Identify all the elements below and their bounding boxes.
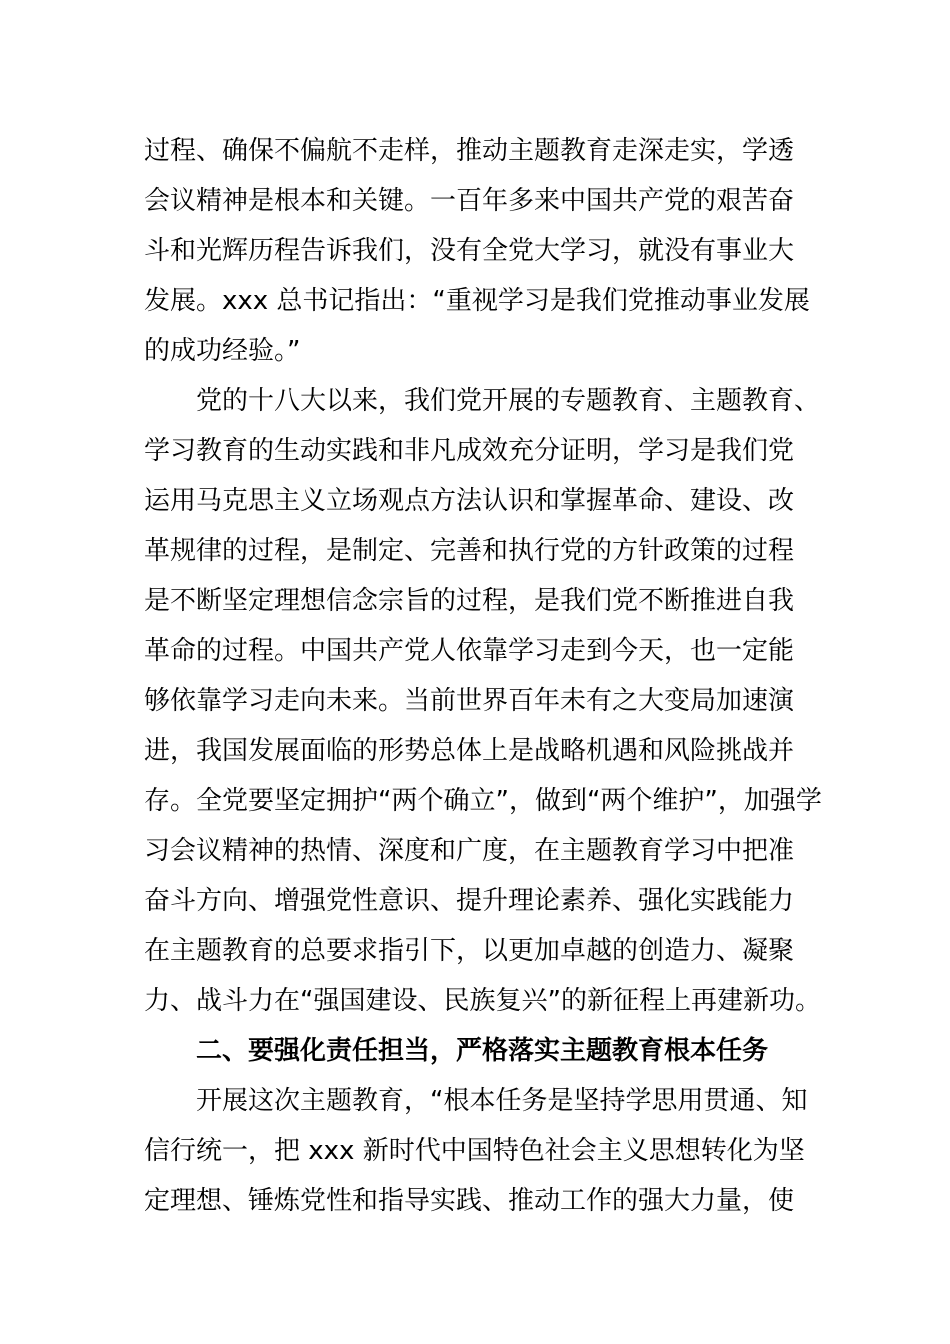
text-line: 力、战斗力在“强国建设、民族复兴”的新征程上再建新功。 [144, 986, 821, 1016]
text-line: 革命的过程。中国共产党人依靠学习走到今天，也一定能 [144, 636, 795, 666]
text-line: 习会议精神的热情、深度和广度，在主题教育学习中把准 [144, 836, 795, 866]
text-line: 党的十八大以来，我们党开展的专题教育、主题教育、 [196, 386, 821, 416]
text-line: 会议精神是根本和关键。一百年多来中国共产党的艰苦奋 [144, 186, 795, 216]
text-line: 存。全党要坚定拥护“两个确立”，做到“两个维护”，加强学 [144, 786, 822, 816]
text-line: 信行统一，把 xxx 新时代中国特色社会主义思想转化为坚 [144, 1136, 805, 1166]
text-line: 在主题教育的总要求指引下，以更加卓越的创造力、凝聚 [144, 936, 795, 966]
text-line: 学习教育的生动实践和非凡成效充分证明，学习是我们党 [144, 436, 795, 466]
paragraph-party-study [144, 376, 824, 1026]
text-line: 定理想、锤炼党性和指导实践、推动工作的强大力量，使 [144, 1186, 795, 1216]
text-line: 斗和光辉历程告诉我们，没有全党大学习，就没有事业大 [144, 236, 795, 266]
document-body [144, 126, 824, 1226]
text-line: 够依靠学习走向未来。当前世界百年未有之大变局加速演 [144, 686, 795, 716]
text-line: 奋斗方向、增强党性意识、提升理论素养、强化实践能力 [144, 886, 795, 916]
section-heading-text: 二、要强化责任担当，严格落实主题教育根本任务 [196, 1036, 769, 1066]
text-line: 过程、确保不偏航不走样，推动主题教育走深走实，学透 [144, 136, 795, 166]
text-line: 革规律的过程，是制定、完善和执行党的方针政策的过程 [144, 536, 795, 566]
section-heading [144, 1026, 824, 1076]
text-line: 的成功经验。” [144, 336, 301, 366]
text-line: 是不断坚定理想信念宗旨的过程，是我们党不断推进自我 [144, 586, 795, 616]
text-line: 运用马克思主义立场观点方法认识和掌握革命、建设、改 [144, 486, 795, 516]
text-line: 发展。xxx 总书记指出：“重视学习是我们党推动事业发展 [144, 286, 810, 316]
text-line: 开展这次主题教育，“根本任务是坚持学思用贯通、知 [196, 1086, 808, 1116]
text-line: 进，我国发展面临的形势总体上是战略机遇和风险挑战并 [144, 736, 795, 766]
paragraph-continued [144, 126, 824, 376]
paragraph-fundamental-task [144, 1076, 824, 1226]
